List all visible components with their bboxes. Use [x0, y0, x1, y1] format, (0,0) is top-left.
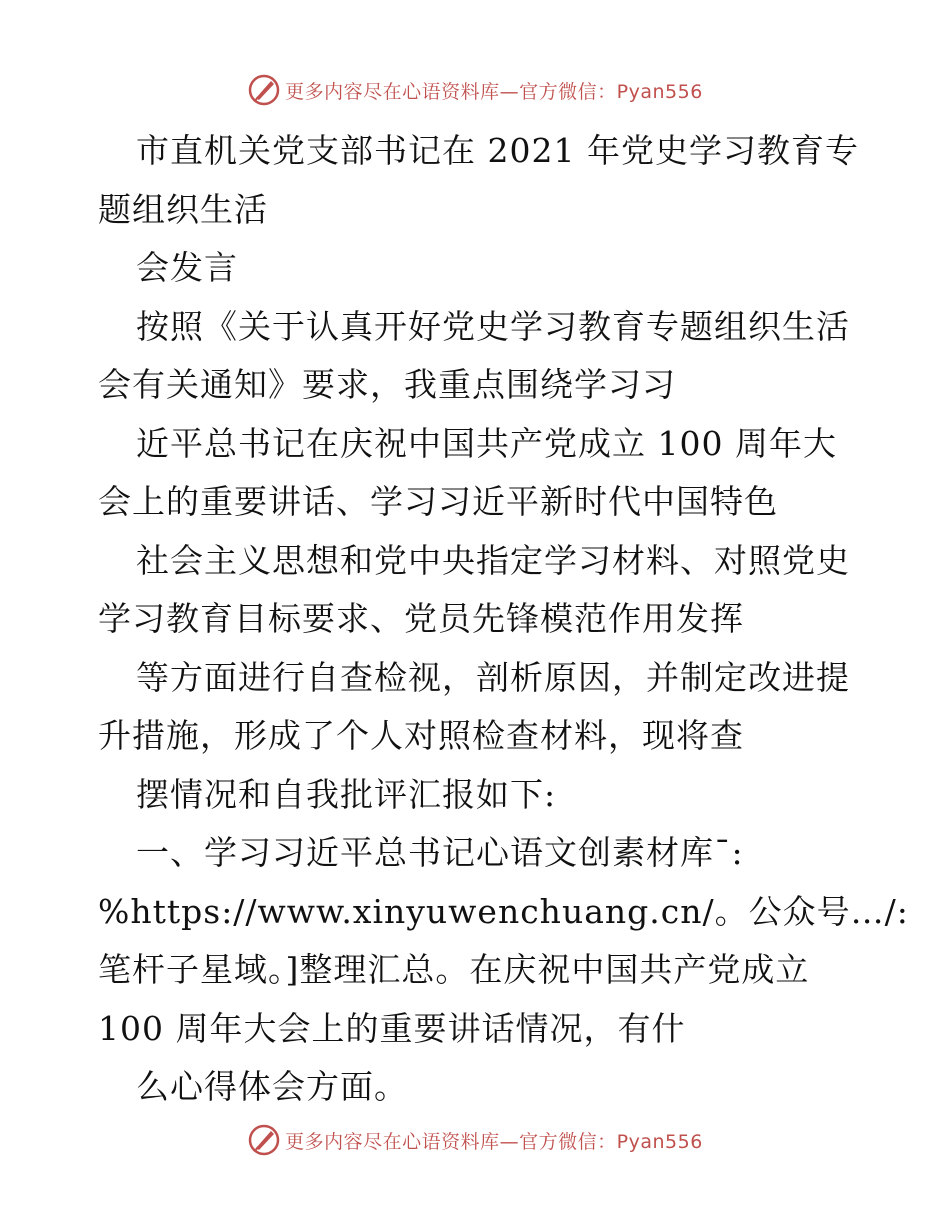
- text-line: 学习教育目标要求、党员先锋模范作用发挥: [98, 599, 744, 638]
- footer-banner-text: 更多内容尽在心语资料库—官方微信：Pyan556: [285, 1130, 703, 1153]
- text-line: 摆情况和自我批评汇报如下:: [136, 774, 557, 814]
- text-line: 会有关通知》要求，我重点围绕学习习: [98, 365, 676, 404]
- text-line: 近平总书记在庆祝中国共产党成立 100 周年大: [136, 423, 837, 463]
- text-line: 会发言: [136, 248, 238, 287]
- text-line: 等方面进行自查检视，剖析原因，并制定改进提: [136, 657, 850, 697]
- header-banner-text: 更多内容尽在心语资料库—官方微信：Pyan556: [285, 80, 703, 103]
- text-line: 升措施，形成了个人对照检查材料，现将查: [98, 716, 744, 755]
- text-line: 笔杆子星域。]整理汇总。在庆祝中国共产党成立: [98, 950, 810, 989]
- text-line: 一、学习习近平总书记心语文创素材库¯:: [136, 833, 744, 872]
- document-body: [98, 122, 909, 1117]
- text-line: 100 周年大会上的重要讲话情况，有什: [98, 1008, 686, 1048]
- header-banner: [0, 70, 950, 110]
- text-line: 社会主义思想和党中央指定学习材料、对照党史: [136, 540, 850, 580]
- text-line: 市直机关党支部书记在 2021 年党史学习教育专: [136, 131, 859, 170]
- text-line: %https://www.xinyuwenchuang.cn/。公众号…/:: [98, 891, 909, 931]
- text-line: 会上的重要讲话、学习习近平新时代中国特色: [98, 482, 778, 521]
- text-line: 按照《关于认真开好党史学习教育专题组织生活: [136, 306, 850, 346]
- quill-logo-icon: [247, 1123, 281, 1157]
- text-line: 题组织生活: [98, 189, 268, 229]
- text-line: 么心得体会方面。: [136, 1067, 408, 1106]
- footer-banner: [0, 1120, 950, 1160]
- quill-logo-icon: [247, 73, 281, 107]
